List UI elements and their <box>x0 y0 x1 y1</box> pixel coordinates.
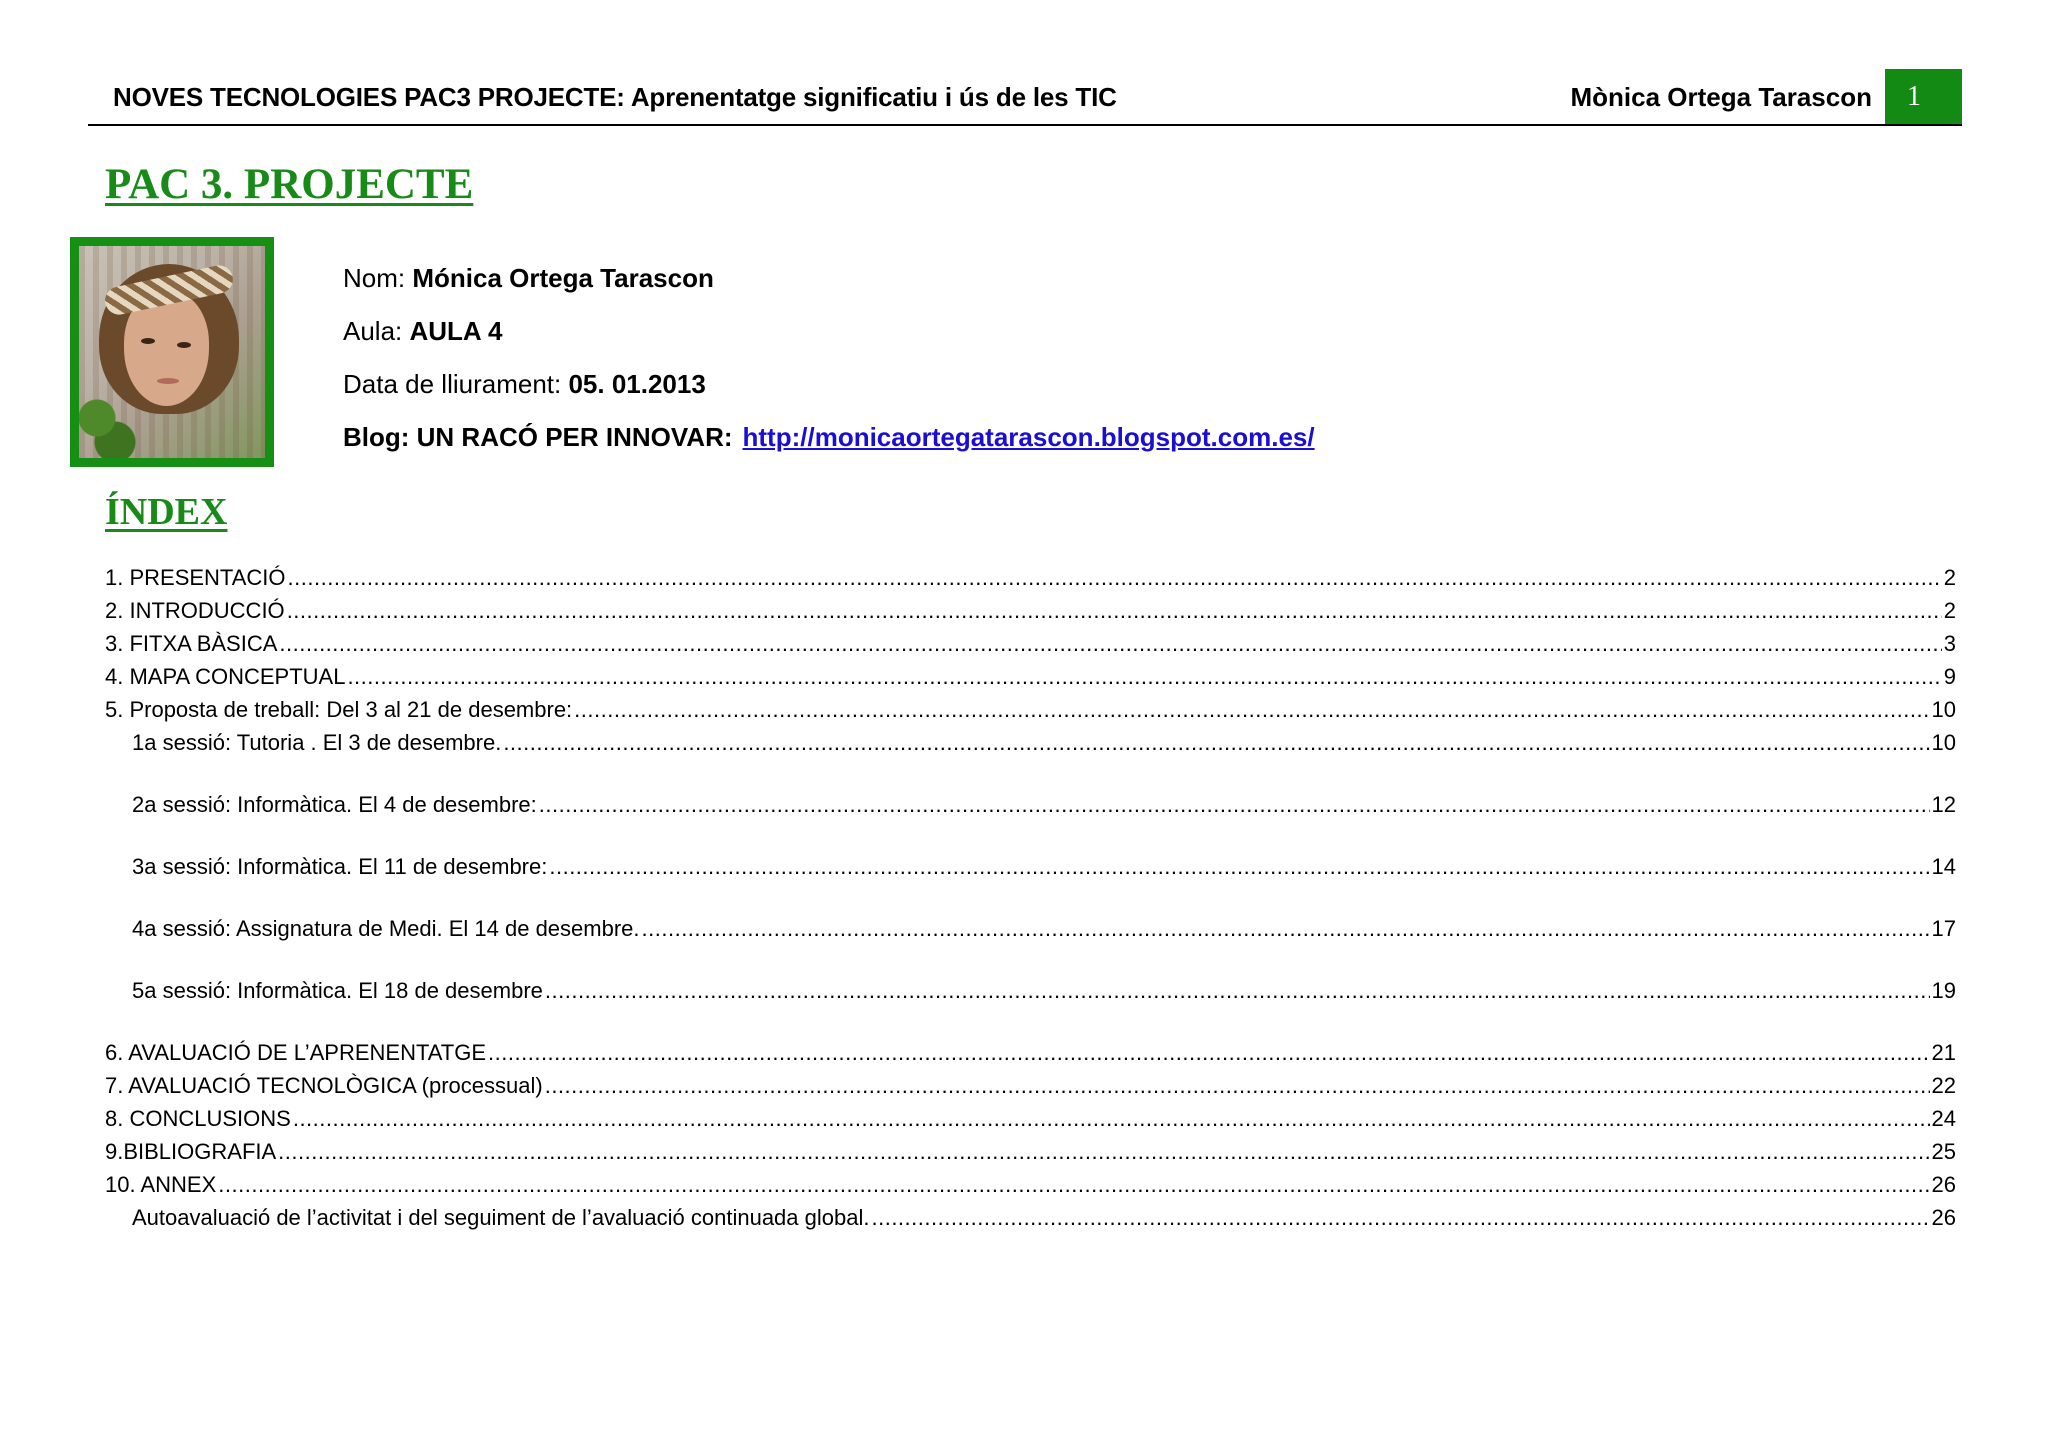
toc-entry-page: 24 <box>1931 1106 1956 1131</box>
toc-entry-label: 5a sessió: Informàtica. El 18 de desembre <box>132 978 543 1003</box>
blog-row <box>343 411 1315 464</box>
toc-entry-page: 26 <box>1931 1205 1956 1230</box>
toc-dot-leader <box>293 1106 1930 1132</box>
aula-value: AULA 4 <box>409 316 503 346</box>
toc-entry[interactable] <box>105 565 1956 595</box>
toc-entry-label: Autoavaluació de l’activitat i del seguiment de l’avaluació continuada global. <box>132 1205 870 1230</box>
toc-entry-label: 6. AVALUACIÓ DE L’APRENENTATGE <box>105 1040 487 1065</box>
toc-entry-label: 4. MAPA CONCEPTUAL <box>105 664 346 689</box>
toc-entry[interactable] <box>105 854 1956 884</box>
toc-entry[interactable] <box>105 598 1956 628</box>
toc-dot-leader <box>218 1172 1929 1198</box>
toc-entry-page: 2 <box>1943 598 1956 623</box>
toc-entry-page: 10 <box>1931 697 1956 722</box>
toc-entry-label: 5. Proposta de treball: Del 3 al 21 de desembre: <box>105 697 573 722</box>
toc-dot-leader <box>871 1205 1929 1231</box>
toc-dot-leader <box>539 792 1930 818</box>
toc-entry-page: 12 <box>1931 792 1956 817</box>
toc-entry-page: 17 <box>1931 916 1956 941</box>
toc-entry-label: 4a sessió: Assignatura de Medi. El 14 de desembre. <box>132 916 640 941</box>
date-label: Data de lliurament: <box>343 369 569 399</box>
toc-entry-label: 8. CONCLUSIONS <box>105 1106 291 1131</box>
author-info <box>343 252 1315 464</box>
name-value: Mónica Ortega Tarascon <box>412 263 714 293</box>
toc-entry-label: 3a sessió: Informàtica. El 11 de desembre: <box>132 854 548 879</box>
toc-entry[interactable] <box>105 631 1956 661</box>
toc-dot-leader <box>545 1073 1930 1099</box>
toc-entry-label: 10. ANNEX <box>105 1172 217 1197</box>
toc-dot-leader <box>642 916 1930 942</box>
toc-entry[interactable] <box>105 1106 1956 1136</box>
name-row <box>343 252 1315 305</box>
document-title: PAC 3. PROJECTE <box>105 161 474 208</box>
toc-entry-page: 2 <box>1943 565 1956 590</box>
toc-entry[interactable] <box>105 1040 1956 1070</box>
aula-row <box>343 305 1315 358</box>
toc-dot-leader <box>288 565 1942 591</box>
name-label: Nom: <box>343 263 413 293</box>
toc-entry[interactable] <box>105 916 1956 946</box>
toc-entry-page: 22 <box>1931 1073 1956 1098</box>
index-heading: ÍNDEX <box>105 491 228 533</box>
toc-entry[interactable] <box>105 1139 1956 1169</box>
author-photo <box>79 246 265 458</box>
toc-entry-label: 1. PRESENTACIÓ <box>105 565 286 590</box>
toc-entry-page: 9 <box>1943 664 1956 689</box>
toc-entry-label: 2. INTRODUCCIÓ <box>105 598 285 623</box>
author-photo-frame <box>70 237 274 467</box>
toc-entry-page: 26 <box>1931 1172 1956 1197</box>
toc-entry[interactable] <box>105 792 1956 822</box>
toc-entry[interactable] <box>105 730 1956 760</box>
toc-entry-label: 7. AVALUACIÓ TECNOLÒGICA (processual) <box>105 1073 543 1098</box>
blog-label: Blog: UN RACÓ PER INNOVAR: <box>343 422 733 452</box>
toc-dot-leader <box>574 697 1929 723</box>
blog-link[interactable]: http://monicaortegatarascon.blogspot.com.es/ <box>742 422 1315 452</box>
toc-entry-label: 2a sessió: Informàtica. El 4 de desembre: <box>132 792 537 817</box>
toc-dot-leader <box>488 1040 1929 1066</box>
toc-entry-page: 21 <box>1931 1040 1956 1065</box>
date-row <box>343 358 1315 411</box>
toc-entry-page: 3 <box>1943 631 1956 656</box>
toc-entry-label: 1a sessió: Tutoria . El 3 de desembre. <box>132 730 502 755</box>
aula-label: Aula: <box>343 316 410 346</box>
toc-entry-page: 19 <box>1931 978 1956 1003</box>
toc-entry[interactable] <box>105 1073 1956 1103</box>
toc-entry[interactable] <box>105 978 1956 1008</box>
header-document-title: NOVES TECNOLOGIES PAC3 PROJECTE: Aprenentatge significatiu i ús de les TIC <box>113 82 1117 112</box>
toc-entry-page: 10 <box>1931 730 1956 755</box>
header-author: Mònica Ortega Tarascon <box>1570 82 1872 112</box>
toc-entry-label: 3. FITXA BÀSICA <box>105 631 278 656</box>
toc-dot-leader <box>278 1139 1929 1165</box>
toc-dot-leader <box>347 664 1941 690</box>
toc-entry-page: 25 <box>1931 1139 1956 1164</box>
page-header <box>88 68 1962 126</box>
toc-entry[interactable] <box>105 1205 1956 1235</box>
toc-dot-leader <box>287 598 1942 624</box>
toc-entry[interactable] <box>105 1172 1956 1202</box>
toc-entry[interactable] <box>105 664 1956 694</box>
toc-entry[interactable] <box>105 697 1956 727</box>
toc-dot-leader <box>549 854 1929 880</box>
page-number-badge: 1 <box>1885 69 1962 124</box>
toc-dot-leader <box>503 730 1929 756</box>
date-value: 05. 01.2013 <box>568 369 706 399</box>
toc-dot-leader <box>279 631 1941 657</box>
toc-dot-leader <box>545 978 1930 1004</box>
toc-entry-label: 9.BIBLIOGRAFIA <box>105 1139 277 1164</box>
toc-entry-page: 14 <box>1931 854 1956 879</box>
